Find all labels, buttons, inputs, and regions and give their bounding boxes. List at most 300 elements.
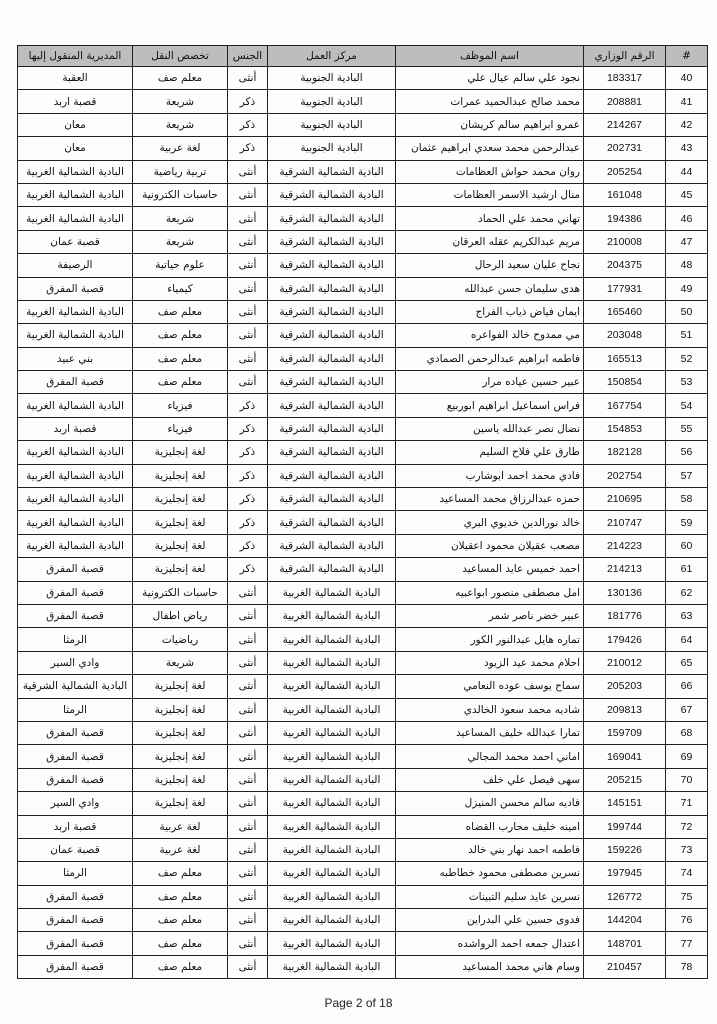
cell-work-center: البادية الشمالية الغربية xyxy=(268,768,396,791)
cell-num: 68 xyxy=(666,721,708,744)
cell-transfer-specialty: كيمياء xyxy=(133,277,228,300)
cell-target-directorate: قصبة المفرق xyxy=(18,932,133,955)
cell-ministry-id: 145151 xyxy=(584,792,666,815)
cell-work-center: البادية الشمالية الغربية xyxy=(268,675,396,698)
cell-employee-name: فاديه سالم محسن المنيزل xyxy=(396,792,584,815)
table-row xyxy=(18,300,708,323)
cell-ministry-id: 148701 xyxy=(584,932,666,955)
cell-num: 54 xyxy=(666,394,708,417)
table-row xyxy=(18,160,708,183)
cell-employee-name: محمد صالح عبدالحميد عمرات xyxy=(396,90,584,113)
cell-target-directorate: البادية الشمالية الغربية xyxy=(18,300,133,323)
cell-target-directorate: البادية الشمالية الغربية xyxy=(18,160,133,183)
cell-num: 59 xyxy=(666,511,708,534)
cell-work-center: البادية الشمالية الشرقية xyxy=(268,230,396,253)
cell-gender: أنثى xyxy=(228,67,268,90)
cell-transfer-specialty: فيزياء xyxy=(133,394,228,417)
cell-gender: أنثى xyxy=(228,628,268,651)
cell-num: 78 xyxy=(666,955,708,978)
cell-work-center: البادية الشمالية الغربية xyxy=(268,628,396,651)
cell-num: 47 xyxy=(666,230,708,253)
cell-gender: أنثى xyxy=(228,651,268,674)
cell-num: 71 xyxy=(666,792,708,815)
cell-target-directorate: معان xyxy=(18,137,133,160)
cell-ministry-id: 205203 xyxy=(584,675,666,698)
cell-work-center: البادية الشمالية الشرقية xyxy=(268,277,396,300)
cell-work-center: البادية الشمالية الشرقية xyxy=(268,183,396,206)
cell-ministry-id: 210008 xyxy=(584,230,666,253)
cell-target-directorate: قصبة المفرق xyxy=(18,371,133,394)
cell-ministry-id: 210012 xyxy=(584,651,666,674)
table-row xyxy=(18,417,708,440)
cell-transfer-specialty: معلم صف xyxy=(133,371,228,394)
cell-work-center: البادية الشمالية الغربية xyxy=(268,862,396,885)
cell-gender: أنثى xyxy=(228,698,268,721)
cell-employee-name: تماره هايل عبدالنور الكور xyxy=(396,628,584,651)
cell-target-directorate: قصبة عمان xyxy=(18,230,133,253)
cell-num: 58 xyxy=(666,488,708,511)
header-ministry-id: الرقم الوزاري xyxy=(584,46,666,67)
cell-employee-name: عبير حسين عياده مرار xyxy=(396,371,584,394)
cell-num: 57 xyxy=(666,464,708,487)
table-row xyxy=(18,90,708,113)
cell-transfer-specialty: معلم صف xyxy=(133,885,228,908)
header-employee-name: اسم الموظف xyxy=(396,46,584,67)
cell-target-directorate: البادية الشمالية الغربية xyxy=(18,441,133,464)
cell-employee-name: هدى سليمان حسن عبدالله xyxy=(396,277,584,300)
cell-transfer-specialty: لغة إنجليزية xyxy=(133,745,228,768)
cell-employee-name: نسرين عايد سليم التبينات xyxy=(396,885,584,908)
cell-employee-name: فاطمه احمد نهار بني خالد xyxy=(396,838,584,861)
cell-transfer-specialty: لغة إنجليزية xyxy=(133,511,228,534)
table-row xyxy=(18,347,708,370)
cell-num: 70 xyxy=(666,768,708,791)
cell-num: 72 xyxy=(666,815,708,838)
cell-transfer-specialty: شريعة xyxy=(133,651,228,674)
cell-work-center: البادية الشمالية الغربية xyxy=(268,745,396,768)
cell-ministry-id: 210695 xyxy=(584,488,666,511)
cell-work-center: البادية الشمالية الغربية xyxy=(268,581,396,604)
cell-ministry-id: 144204 xyxy=(584,909,666,932)
cell-employee-name: نضال نصر عبدالله ياسين xyxy=(396,417,584,440)
table-row xyxy=(18,862,708,885)
cell-work-center: البادية الشمالية الشرقية xyxy=(268,534,396,557)
table-row xyxy=(18,534,708,557)
cell-num: 64 xyxy=(666,628,708,651)
cell-work-center: البادية الشمالية الغربية xyxy=(268,815,396,838)
cell-work-center: البادية الشمالية الغربية xyxy=(268,838,396,861)
cell-target-directorate: بني عبيد xyxy=(18,347,133,370)
cell-transfer-specialty: شريعة xyxy=(133,207,228,230)
cell-num: 55 xyxy=(666,417,708,440)
cell-gender: أنثى xyxy=(228,277,268,300)
cell-ministry-id: 205254 xyxy=(584,160,666,183)
cell-ministry-id: 161048 xyxy=(584,183,666,206)
table-row xyxy=(18,745,708,768)
cell-employee-name: روان محمد حواش العظامات xyxy=(396,160,584,183)
cell-num: 69 xyxy=(666,745,708,768)
cell-work-center: البادية الجنوبية xyxy=(268,137,396,160)
cell-ministry-id: 179426 xyxy=(584,628,666,651)
cell-target-directorate: معان xyxy=(18,113,133,136)
cell-num: 53 xyxy=(666,371,708,394)
cell-employee-name: حمزه عبدالرزاق محمد المساعيد xyxy=(396,488,584,511)
cell-ministry-id: 210747 xyxy=(584,511,666,534)
cell-gender: أنثى xyxy=(228,955,268,978)
table-row xyxy=(18,394,708,417)
cell-work-center: البادية الشمالية الشرقية xyxy=(268,324,396,347)
cell-target-directorate: قصبة المفرق xyxy=(18,558,133,581)
cell-target-directorate: وادي السير xyxy=(18,792,133,815)
cell-num: 77 xyxy=(666,932,708,955)
cell-target-directorate: الرمثا xyxy=(18,698,133,721)
cell-gender: أنثى xyxy=(228,885,268,908)
cell-transfer-specialty: لغة إنجليزية xyxy=(133,441,228,464)
table-row xyxy=(18,511,708,534)
table-row xyxy=(18,254,708,277)
cell-target-directorate: قصبة المفرق xyxy=(18,885,133,908)
cell-gender: أنثى xyxy=(228,932,268,955)
cell-num: 43 xyxy=(666,137,708,160)
cell-ministry-id: 194386 xyxy=(584,207,666,230)
table-row xyxy=(18,67,708,90)
cell-ministry-id: 204375 xyxy=(584,254,666,277)
cell-transfer-specialty: رياض اطفال xyxy=(133,604,228,627)
cell-transfer-specialty: شريعة xyxy=(133,90,228,113)
cell-gender: أنثى xyxy=(228,792,268,815)
table-row xyxy=(18,371,708,394)
cell-target-directorate: البادية الشمالية الغربية xyxy=(18,464,133,487)
cell-transfer-specialty: حاسبات الكترونية xyxy=(133,183,228,206)
cell-employee-name: سهى فيصل علي خلف xyxy=(396,768,584,791)
cell-ministry-id: 126772 xyxy=(584,885,666,908)
cell-work-center: البادية الشمالية الشرقية xyxy=(268,511,396,534)
cell-transfer-specialty: لغة إنجليزية xyxy=(133,698,228,721)
cell-gender: أنثى xyxy=(228,815,268,838)
cell-employee-name: مي ممدوح خالد الفواعره xyxy=(396,324,584,347)
cell-work-center: البادية الجنوبية xyxy=(268,113,396,136)
cell-ministry-id: 199744 xyxy=(584,815,666,838)
cell-target-directorate: قصبة عمان xyxy=(18,838,133,861)
cell-transfer-specialty: معلم صف xyxy=(133,347,228,370)
cell-gender: أنثى xyxy=(228,230,268,253)
cell-target-directorate: قصبة اربد xyxy=(18,815,133,838)
cell-employee-name: اماني احمد محمد المجالي xyxy=(396,745,584,768)
cell-gender: ذكر xyxy=(228,113,268,136)
cell-employee-name: شاديه محمد سعود الخالدي xyxy=(396,698,584,721)
cell-employee-name: عبدالرحمن محمد سعدي ابراهيم عثمان xyxy=(396,137,584,160)
table-row xyxy=(18,885,708,908)
cell-work-center: البادية الشمالية الغربية xyxy=(268,792,396,815)
cell-target-directorate: قصبة المفرق xyxy=(18,745,133,768)
header-work-center: مركز العمل xyxy=(268,46,396,67)
table-row xyxy=(18,581,708,604)
cell-target-directorate: البادية الشمالية الغربية xyxy=(18,394,133,417)
cell-transfer-specialty: معلم صف xyxy=(133,932,228,955)
cell-work-center: البادية الشمالية الشرقية xyxy=(268,371,396,394)
table-row xyxy=(18,558,708,581)
cell-transfer-specialty: شريعة xyxy=(133,230,228,253)
cell-target-directorate: الرمثا xyxy=(18,862,133,885)
cell-num: 56 xyxy=(666,441,708,464)
cell-target-directorate: قصبة المفرق xyxy=(18,581,133,604)
cell-target-directorate: الرمثا xyxy=(18,628,133,651)
cell-employee-name: تهاني محمد علي الحماد xyxy=(396,207,584,230)
cell-work-center: البادية الشمالية الغربية xyxy=(268,721,396,744)
cell-work-center: البادية الشمالية الغربية xyxy=(268,932,396,955)
cell-work-center: البادية الشمالية الشرقية xyxy=(268,394,396,417)
cell-transfer-specialty: معلم صف xyxy=(133,955,228,978)
cell-employee-name: وسام هاني محمد المساعيد xyxy=(396,955,584,978)
cell-work-center: البادية الجنوبية xyxy=(268,90,396,113)
cell-num: 52 xyxy=(666,347,708,370)
cell-num: 74 xyxy=(666,862,708,885)
cell-employee-name: عبير خضر ناصر شمر xyxy=(396,604,584,627)
cell-ministry-id: 159226 xyxy=(584,838,666,861)
table-row xyxy=(18,698,708,721)
cell-ministry-id: 209813 xyxy=(584,698,666,721)
cell-gender: ذكر xyxy=(228,394,268,417)
cell-target-directorate: قصبة المفرق xyxy=(18,955,133,978)
cell-employee-name: منال ارشيد الاسمر العظامات xyxy=(396,183,584,206)
cell-employee-name: مصعب عقيلان محمود اعقيلان xyxy=(396,534,584,557)
cell-work-center: البادية الشمالية الغربية xyxy=(268,955,396,978)
cell-gender: ذكر xyxy=(228,558,268,581)
cell-gender: أنثى xyxy=(228,300,268,323)
cell-work-center: البادية الشمالية الغربية xyxy=(268,909,396,932)
cell-num: 44 xyxy=(666,160,708,183)
cell-work-center: البادية الشمالية الشرقية xyxy=(268,558,396,581)
cell-ministry-id: 205215 xyxy=(584,768,666,791)
cell-target-directorate: البادية الشمالية الشرقية xyxy=(18,675,133,698)
cell-employee-name: مريم عبدالكريم عقله العرقان xyxy=(396,230,584,253)
cell-gender: ذكر xyxy=(228,137,268,160)
cell-transfer-specialty: معلم صف xyxy=(133,909,228,932)
cell-employee-name: فدوى حسين علي البدراين xyxy=(396,909,584,932)
cell-target-directorate: قصبة المفرق xyxy=(18,721,133,744)
cell-transfer-specialty: شريعة xyxy=(133,113,228,136)
cell-gender: أنثى xyxy=(228,862,268,885)
table-row xyxy=(18,137,708,160)
cell-work-center: البادية الشمالية الشرقية xyxy=(268,207,396,230)
table-row xyxy=(18,230,708,253)
cell-ministry-id: 214267 xyxy=(584,113,666,136)
cell-target-directorate: البادية الشمالية الغربية xyxy=(18,183,133,206)
table-row xyxy=(18,464,708,487)
cell-work-center: البادية الشمالية الغربية xyxy=(268,698,396,721)
cell-gender: أنثى xyxy=(228,347,268,370)
cell-employee-name: نسرين مصطفى محمود خطاطبه xyxy=(396,862,584,885)
cell-work-center: البادية الشمالية الشرقية xyxy=(268,464,396,487)
cell-ministry-id: 181776 xyxy=(584,604,666,627)
cell-employee-name: طارق علي فلاح السليم xyxy=(396,441,584,464)
table-row xyxy=(18,651,708,674)
cell-transfer-specialty: معلم صف xyxy=(133,862,228,885)
cell-transfer-specialty: لغة إنجليزية xyxy=(133,464,228,487)
cell-gender: أنثى xyxy=(228,183,268,206)
table-row xyxy=(18,604,708,627)
cell-num: 61 xyxy=(666,558,708,581)
cell-ministry-id: 169041 xyxy=(584,745,666,768)
cell-transfer-specialty: لغة إنجليزية xyxy=(133,768,228,791)
cell-transfer-specialty: لغة إنجليزية xyxy=(133,792,228,815)
cell-transfer-specialty: معلم صف xyxy=(133,324,228,347)
cell-num: 46 xyxy=(666,207,708,230)
cell-gender: أنثى xyxy=(228,581,268,604)
cell-work-center: البادية الجنوبية xyxy=(268,67,396,90)
cell-num: 42 xyxy=(666,113,708,136)
cell-num: 75 xyxy=(666,885,708,908)
cell-employee-name: سماح يوسف عوده النعامي xyxy=(396,675,584,698)
cell-target-directorate: قصبة اربد xyxy=(18,90,133,113)
cell-work-center: البادية الشمالية الشرقية xyxy=(268,347,396,370)
cell-gender: أنثى xyxy=(228,207,268,230)
cell-num: 48 xyxy=(666,254,708,277)
cell-target-directorate: البادية الشمالية الغربية xyxy=(18,207,133,230)
cell-gender: ذكر xyxy=(228,488,268,511)
cell-employee-name: اعتدال جمعه احمد الرواشده xyxy=(396,932,584,955)
cell-gender: أنثى xyxy=(228,604,268,627)
cell-employee-name: خالد نورالدين خديوي البري xyxy=(396,511,584,534)
cell-work-center: البادية الشمالية الشرقية xyxy=(268,300,396,323)
cell-employee-name: امل مصطفى منصور ابواعبيه xyxy=(396,581,584,604)
cell-target-directorate: العقبة xyxy=(18,67,133,90)
cell-gender: ذكر xyxy=(228,534,268,557)
cell-target-directorate: وادي السير xyxy=(18,651,133,674)
cell-transfer-specialty: فيزياء xyxy=(133,417,228,440)
cell-num: 50 xyxy=(666,300,708,323)
cell-employee-name: نجود علي سالم عيال علي xyxy=(396,67,584,90)
cell-num: 40 xyxy=(666,67,708,90)
cell-gender: ذكر xyxy=(228,511,268,534)
cell-gender: أنثى xyxy=(228,768,268,791)
cell-ministry-id: 210457 xyxy=(584,955,666,978)
cell-employee-name: احمد خميس عايد المساعيد xyxy=(396,558,584,581)
cell-ministry-id: 208881 xyxy=(584,90,666,113)
cell-gender: أنثى xyxy=(228,324,268,347)
cell-num: 51 xyxy=(666,324,708,347)
transfer-table xyxy=(17,45,708,979)
cell-work-center: البادية الشمالية الغربية xyxy=(268,651,396,674)
cell-transfer-specialty: لغة إنجليزية xyxy=(133,534,228,557)
cell-ministry-id: 214223 xyxy=(584,534,666,557)
cell-work-center: البادية الشمالية الشرقية xyxy=(268,488,396,511)
cell-target-directorate: قصبة المفرق xyxy=(18,277,133,300)
cell-employee-name: امينه خليف محارب القضاه xyxy=(396,815,584,838)
header-num: # xyxy=(666,46,708,67)
cell-ministry-id: 197945 xyxy=(584,862,666,885)
table-row xyxy=(18,183,708,206)
cell-gender: أنثى xyxy=(228,371,268,394)
cell-ministry-id: 159709 xyxy=(584,721,666,744)
cell-target-directorate: البادية الشمالية الغربية xyxy=(18,488,133,511)
page-number: Page 2 of 18 xyxy=(324,996,393,1010)
cell-work-center: البادية الشمالية الغربية xyxy=(268,885,396,908)
table-row xyxy=(18,324,708,347)
cell-ministry-id: 165513 xyxy=(584,347,666,370)
cell-target-directorate: البادية الشمالية الغربية xyxy=(18,511,133,534)
cell-transfer-specialty: لغة إنجليزية xyxy=(133,558,228,581)
table-row xyxy=(18,768,708,791)
cell-transfer-specialty: حاسبات الكترونية xyxy=(133,581,228,604)
cell-employee-name: فاطمه ابراهيم عبدالرحمن الصمادي xyxy=(396,347,584,370)
cell-employee-name: نجاح عليان سعيد الرحال xyxy=(396,254,584,277)
cell-ministry-id: 202754 xyxy=(584,464,666,487)
cell-work-center: البادية الشمالية الشرقية xyxy=(268,417,396,440)
cell-target-directorate: قصبة اربد xyxy=(18,417,133,440)
cell-num: 67 xyxy=(666,698,708,721)
table-row xyxy=(18,207,708,230)
cell-transfer-specialty: لغة إنجليزية xyxy=(133,675,228,698)
cell-ministry-id: 154853 xyxy=(584,417,666,440)
cell-target-directorate: البادية الشمالية الغربية xyxy=(18,534,133,557)
cell-transfer-specialty: لغة عربية xyxy=(133,838,228,861)
cell-employee-name: فادي محمد احمد ابوشارب xyxy=(396,464,584,487)
cell-ministry-id: 183317 xyxy=(584,67,666,90)
table-row xyxy=(18,628,708,651)
cell-work-center: البادية الشمالية الشرقية xyxy=(268,441,396,464)
header-gender: الجنس xyxy=(228,46,268,67)
cell-gender: أنثى xyxy=(228,721,268,744)
cell-employee-name: فراس اسماعيل ابراهيم ابوربيع xyxy=(396,394,584,417)
cell-ministry-id: 203048 xyxy=(584,324,666,347)
cell-gender: ذكر xyxy=(228,464,268,487)
cell-num: 63 xyxy=(666,604,708,627)
cell-target-directorate: قصبة المفرق xyxy=(18,768,133,791)
table-row xyxy=(18,113,708,136)
cell-work-center: البادية الشمالية الشرقية xyxy=(268,254,396,277)
cell-num: 66 xyxy=(666,675,708,698)
cell-target-directorate: البادية الشمالية الغربية xyxy=(18,324,133,347)
cell-ministry-id: 177931 xyxy=(584,277,666,300)
cell-ministry-id: 202731 xyxy=(584,137,666,160)
cell-transfer-specialty: معلم صف xyxy=(133,300,228,323)
cell-num: 45 xyxy=(666,183,708,206)
cell-num: 65 xyxy=(666,651,708,674)
cell-employee-name: ايمان فياض ذياب الفراج xyxy=(396,300,584,323)
table-row xyxy=(18,838,708,861)
header-target-directorate: المديرية المنقول إليها xyxy=(18,46,133,67)
cell-num: 62 xyxy=(666,581,708,604)
cell-target-directorate: الرصيفة xyxy=(18,254,133,277)
cell-employee-name: تمارا عبدالله خليف المساعيد xyxy=(396,721,584,744)
table-row xyxy=(18,815,708,838)
cell-gender: أنثى xyxy=(228,838,268,861)
table-row xyxy=(18,488,708,511)
cell-ministry-id: 167754 xyxy=(584,394,666,417)
table-header-row xyxy=(18,46,708,67)
cell-transfer-specialty: علوم حياتية xyxy=(133,254,228,277)
cell-gender: أنثى xyxy=(228,745,268,768)
cell-ministry-id: 165460 xyxy=(584,300,666,323)
cell-employee-name: عمرو ابراهيم سالم كريشان xyxy=(396,113,584,136)
cell-gender: أنثى xyxy=(228,675,268,698)
table-row xyxy=(18,277,708,300)
table-row xyxy=(18,792,708,815)
table-row xyxy=(18,721,708,744)
table-row xyxy=(18,932,708,955)
cell-work-center: البادية الشمالية الغربية xyxy=(268,604,396,627)
cell-ministry-id: 182128 xyxy=(584,441,666,464)
cell-work-center: البادية الشمالية الشرقية xyxy=(268,160,396,183)
cell-target-directorate: قصبة المفرق xyxy=(18,909,133,932)
table-row xyxy=(18,955,708,978)
cell-employee-name: احلام محمد عيد الزيود xyxy=(396,651,584,674)
table-body xyxy=(18,67,708,979)
cell-target-directorate: قصبة المفرق xyxy=(18,604,133,627)
cell-num: 60 xyxy=(666,534,708,557)
table-row xyxy=(18,675,708,698)
